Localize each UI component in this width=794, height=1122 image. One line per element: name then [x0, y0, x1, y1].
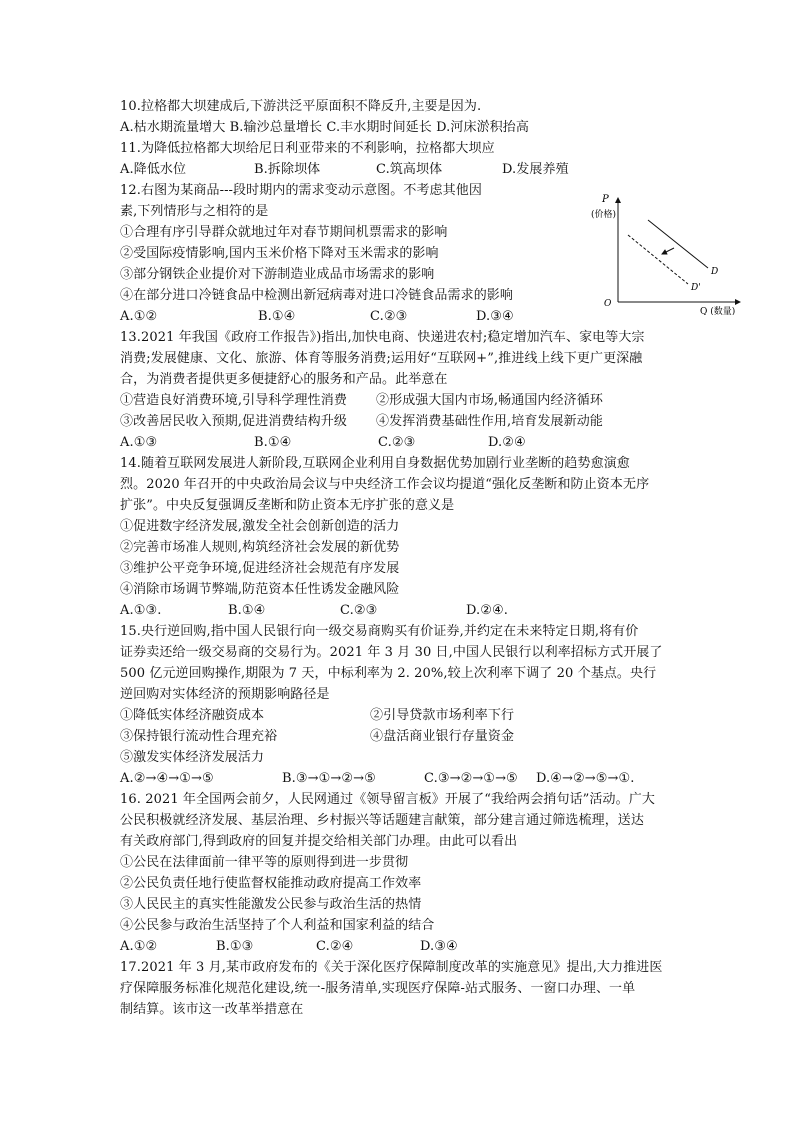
q15-item-3: ③保持银行流动性合理充裕: [120, 729, 278, 744]
q13-option-a: A.①③: [120, 435, 158, 450]
q13-item-1: ①营造良好消费环境,引导科学理性消费: [120, 393, 347, 408]
q17-line-2: 疗保障服务标准化规范化建设,统一-服务清单,实现医疗保障-站式服务、一窗口办理、一单: [120, 981, 636, 996]
q16-option-a: A.①②: [120, 939, 158, 954]
q14-line-2: 烈。2020 年召开的中央政治局会议与中央经济工作会议均提道“强化反垄断和防止资本无序: [120, 477, 650, 492]
q13-option-d: D.②④: [488, 435, 526, 450]
q17-line-1: 17.2021 年 3 月,某市政府发布的《关于深化医疗保障制度改革的实施意见》提出,大力推进医: [120, 960, 663, 975]
demand-curve-d: [648, 220, 708, 268]
q14-item-2: ②完善市场准人规则,构筑经济社会发展的新优势: [120, 540, 400, 555]
q11-option-d: D.发展养殖: [502, 162, 569, 177]
curve-d-prime-label: D': [691, 283, 701, 293]
q12-item-2: ②受国际疫情影响,国内玉米价格下降对玉米需求的影响: [120, 246, 439, 261]
q16-item-3: ③人民民主的真实性能激发公民参与政治生活的热情: [120, 897, 422, 912]
q16-option-b: B.①③: [216, 939, 254, 954]
q11-stem: 11.为降低拉格都大坝给尼日利亚带来的不利影响，拉格都大坝应: [120, 141, 495, 156]
q16-item-4: ④公民参与政治生活坚持了个人利益和国家利益的结合: [120, 918, 435, 933]
q15-line-4: 逆回购对实体经济的预期影响路径是: [120, 687, 330, 702]
q10-stem: 10.拉格都大坝建成后,下游洪泛平原面积不降反升,主要是因为.: [120, 99, 482, 114]
q15-line-3: 500 亿元逆回购操作,期限为 7 天，中标利率为 2. 20%,较上次利率下调了 20 个基点。央行: [120, 666, 657, 681]
q12-item-4: ④在部分进口冷链食品中检测出新冠病毒对进口冷链食品需求的影响: [120, 288, 514, 303]
q13-item-4: ④发挥消费基础性作用,培育发展新动能: [376, 414, 603, 429]
q11-option-b: B.拆除坝体: [254, 162, 321, 177]
q14-item-3: ③维护公平竞争环境,促进经济社会规范有序发展: [120, 561, 400, 576]
q17-line-3: 制结算。该市这一改革举措意在: [120, 1002, 304, 1017]
q15-item-1: ①降低实体经济融资成本: [120, 708, 265, 723]
q16-item-1: ①公民在法律面前一律平等的原则得到进一步贯彻: [120, 855, 409, 870]
q14-option-a: A.①③.: [120, 603, 162, 618]
q13-line-1: 13.2021 年我国《政府工作报告》)指出,加快电商、快递进农村;稳定增加汽车、家电等大宗: [120, 330, 645, 345]
q15-item-5: ⑤激发实体经济发展活力: [120, 750, 265, 765]
q12-stem-line1: 12.右图为某商品---段时期内的需求变动示意图。不考虑其他因: [120, 183, 482, 198]
q13-line-2: 消费;发展健康、文化、旅游、体育等服务消费;运用好“互联网+”,推进线上线下更广更深融: [120, 351, 643, 366]
q13-item-3: ③改善居民收入预期,促进消费结构升级: [120, 414, 347, 429]
q16-item-2: ②公民负责任地行使监督权能推动政府提高工作效率: [120, 876, 422, 891]
q11-option-c: C.筑高坝体: [376, 162, 443, 177]
q15-option-b: B.③→①→②→⑤: [282, 771, 376, 786]
q12-stem-line2: 素,下列情形与之相符的是: [120, 204, 269, 219]
q15-option-a: A.②→④→①→⑤: [120, 771, 214, 786]
origin-label: O: [604, 299, 612, 309]
q16-line-2: 公民积极就经济发展、基层治理、乡村振兴等话题建言献策，部分建言通过筛选梳理，送达: [120, 813, 645, 828]
q16-option-c: C.②④: [316, 939, 354, 954]
shift-arrow: [662, 248, 674, 254]
q14-option-d: D.②④.: [466, 603, 509, 618]
q15-item-2: ②引导贷款市场利率下行: [370, 708, 515, 723]
q14-option-b: B.①④: [228, 603, 266, 618]
y-axis-sublabel: (价格): [591, 210, 617, 220]
q14-item-4: ④消除市场调节弊端,防范资本任性诱发金融风险: [120, 582, 400, 597]
q12-option-b: B.①④: [258, 309, 296, 324]
q12-option-d: D.③④: [476, 309, 514, 324]
q13-line-3: 合，为消费者提供更多便捷舒心的服务和产品。此举意在: [120, 372, 448, 387]
y-axis-label: P: [602, 194, 609, 205]
q10-options: A.枯水期流量增大 B.输沙总量增长 C.丰水期时间延长 D.河床淤积抬高: [120, 120, 530, 135]
q12-item-3: ③部分钢铁企业提价对下游制造业成品市场需求的影响: [120, 267, 435, 282]
q11-option-a: A.降低水位: [120, 162, 187, 177]
q15-line-1: 15.央行逆回购,指中国人民银行向一级交易商购买有价证券,并约定在未来特定日期,将有价: [120, 624, 639, 639]
q16-line-1: 16. 2021 年全国两会前夕，人民网通过《领导留言板》开展了“我给两会捎句话”活动。广大: [120, 792, 655, 807]
q14-line-1: 14.随着互联网发展进人新阶段,互联网企业利用自身数据优势加剧行业垄断的趋势愈演愈: [120, 456, 630, 471]
q12-option-c: C.②③: [370, 309, 408, 324]
q12-item-1: ①合理有序引导群众就地过年对春节期间机票需求的影响: [120, 225, 448, 240]
q15-item-4: ④盘活商业银行存量资金: [370, 729, 515, 744]
q14-option-c: C.②③: [340, 603, 378, 618]
demand-shift-graph: [588, 190, 748, 315]
q16-option-d: D.③④: [420, 939, 458, 954]
q15-option-c: C.③→②→①→⑤: [424, 771, 518, 786]
x-axis-label: Q (数量): [700, 307, 736, 315]
q15-line-2: 证券卖还给一级交易商的交易行为。2021 年 3 月 30 日,中国人民银行以利率招标方式开展了: [120, 645, 663, 660]
curve-d-label: D: [711, 267, 719, 277]
q12-option-a: A.①②: [120, 309, 158, 324]
q13-option-c: C.②③: [378, 435, 416, 450]
q13-item-2: ②形成强大国内市场,畅通国内经济循环: [376, 393, 603, 408]
q15-option-d: D.④→②→⑤→①.: [536, 771, 635, 786]
demand-curve-d-prime: [628, 235, 688, 284]
q14-item-1: ①促进数字经济发展,激发全社会创新创造的活力: [120, 519, 400, 534]
q16-line-3: 有关政府部门,得到政府的回复并提交给相关部门办理。由此可以看出: [120, 834, 518, 849]
q14-line-3: 扩张”。中央反复强调反垄断和防止资本无序扩张的意义是: [120, 498, 455, 513]
q13-option-b: B.①④: [254, 435, 292, 450]
